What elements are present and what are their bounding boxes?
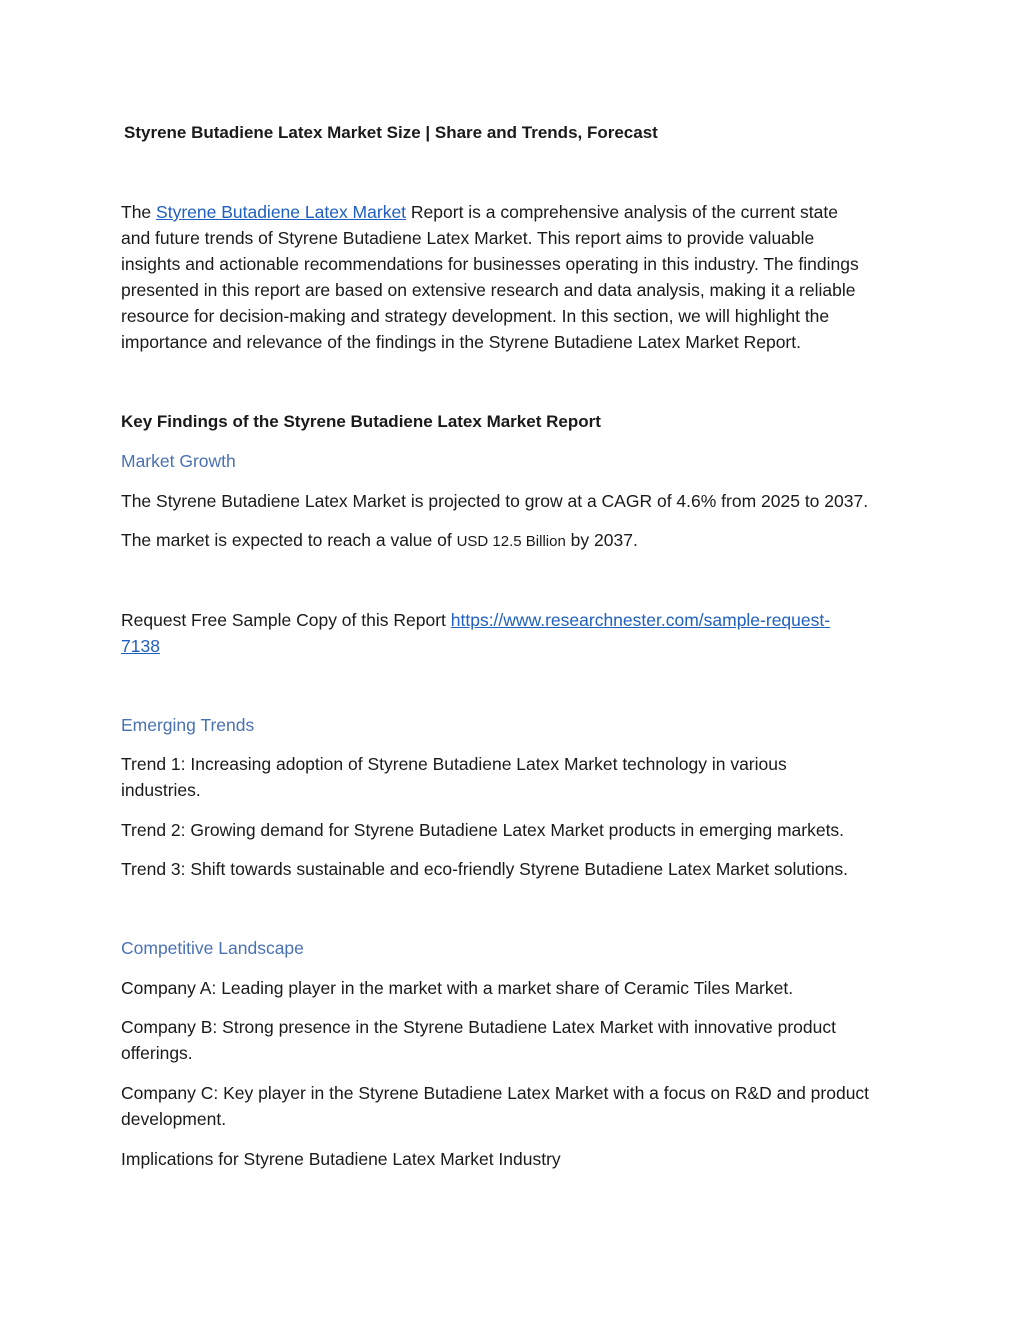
company-c <box>121 1080 911 1132</box>
intro-line-3: insights and actionable recommendations for businesses operating in this industry. The findings <box>121 254 859 274</box>
intro-line-2: and future trends of Styrene Butadiene Latex Market. This report aims to provide valuable <box>121 228 815 248</box>
market-growth-heading: Market Growth <box>121 451 236 471</box>
cagr-statement: The Styrene Butadiene Latex Market is projected to grow at a CAGR of 4.6% from 2025 to 2037. <box>121 491 869 511</box>
sample-request-prefix: Request Free Sample Copy of this Report <box>121 610 451 630</box>
company-c-line-2: development. <box>121 1109 227 1129</box>
trend-1-line-1: Trend 1: Increasing adoption of Styrene Butadiene Latex Market technology in various <box>121 754 787 774</box>
intro-prefix: The <box>121 202 157 222</box>
company-b-line-1: Company B: Strong presence in the Styrene Butadiene Latex Market with innovative product <box>121 1017 836 1037</box>
trend-1-line-2: industries. <box>121 780 201 800</box>
market-report-link[interactable]: Styrene Butadiene Latex Market <box>156 202 407 222</box>
sample-request-link-continued[interactable]: 7138 <box>121 636 160 656</box>
sample-request-link[interactable]: https://www.researchnester.com/sample-request- <box>450 610 831 630</box>
market-value-statement <box>121 527 911 555</box>
intro-line-5: resource for decision-making and strategy development. In this section, we will highlight the <box>121 306 830 326</box>
company-b-line-2: offerings. <box>121 1043 193 1063</box>
trend-1 <box>121 751 911 803</box>
emerging-trends-heading: Emerging Trends <box>121 715 255 735</box>
intro-line-4: presented in this report are based on extensive research and data analysis, making it a reliable <box>121 280 856 300</box>
market-value-amount: USD 12.5 Billion <box>456 533 566 550</box>
company-b <box>121 1014 911 1066</box>
implications-line: Implications for Styrene Butadiene Latex Market Industry <box>121 1149 561 1169</box>
market-value-prefix: The market is expected to reach a value of <box>121 530 457 550</box>
trend-3: Trend 3: Shift towards sustainable and eco-friendly Styrene Butadiene Latex Market solutions. <box>121 859 848 879</box>
trend-2: Trend 2: Growing demand for Styrene Butadiene Latex Market products in emerging markets. <box>121 820 845 840</box>
intro-paragraph <box>121 199 911 355</box>
intro-line-6: importance and relevance of the findings in the Styrene Butadiene Latex Market Report. <box>121 332 801 352</box>
company-c-line-1: Company C: Key player in the Styrene Butadiene Latex Market with a focus on R&D and product <box>121 1083 870 1103</box>
sample-request-paragraph <box>121 607 911 659</box>
document-title: Styrene Butadiene Latex Market Size | Share and Trends, Forecast <box>124 123 658 142</box>
competitive-landscape-heading: Competitive Landscape <box>121 938 304 958</box>
market-value-suffix: by 2037. <box>565 530 638 550</box>
key-findings-heading: Key Findings of the Styrene Butadiene Latex Market Report <box>121 412 601 431</box>
intro-line-1-rest: Report is a comprehensive analysis of the current state <box>406 202 838 222</box>
company-a: Company A: Leading player in the market with a market share of Ceramic Tiles Market. <box>121 978 794 998</box>
